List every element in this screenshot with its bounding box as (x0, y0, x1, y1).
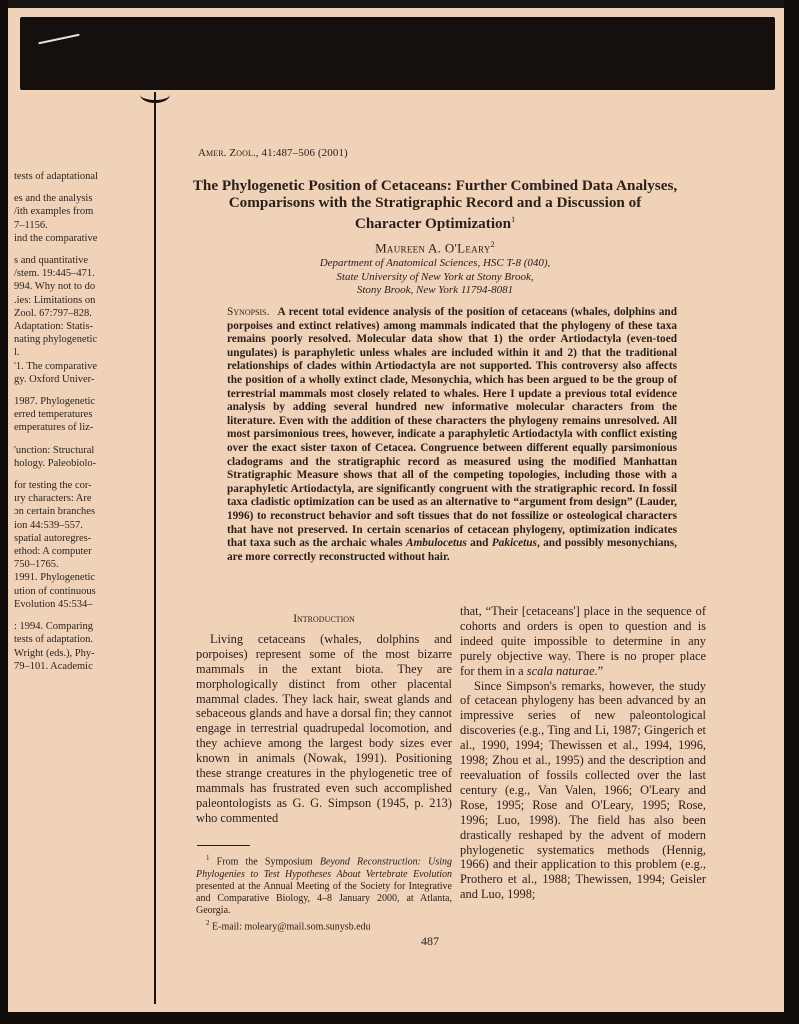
reference-line-fragment: tests of adaptation. (14, 634, 94, 646)
reference-line-fragment (14, 470, 114, 479)
reference-line-fragment: emperatures of liz- (14, 422, 94, 434)
scan-left-edge (0, 0, 8, 1024)
title-line: The Phylogenetic Position of Cetaceans: Further Combined Data Analyses, (192, 177, 678, 194)
journal-citation: Amer. Zool., 41:487–506 (2001) (198, 147, 348, 159)
reference-line-fragment: Zool. 67:797–828. (14, 307, 92, 319)
top-black-band (20, 17, 775, 90)
footnotes (196, 852, 452, 934)
reference-line-fragment: 79–101. Academic (14, 660, 93, 672)
article-title (170, 177, 700, 232)
reference-line-fragment: es and the analysis (14, 193, 93, 205)
body-column-right (460, 604, 706, 902)
scan-right-edge (784, 0, 799, 1024)
reference-line-fragment: .ies: Limitations on (14, 294, 96, 306)
affiliation-line: State University of New York at Stony Brook, (336, 270, 534, 283)
synopsis-conjunction: and (466, 537, 492, 550)
intro-paragraph: Since Simpson's remarks, however, the study of cetacean phylogeny has been advanced by an impressive series of new paleontological discoveries (e.g., Ting and Li, 1987; Gingerich et al., 1990, 1994; Thewissen et al., 1994, 1996, 1998; Zhou et al., 1995) and the description and reevaluation of fossils collected over the last century (e.g., Van Valen, 1966; O'Leary and Rose, 1995; Rose and O'Leary, 1995; Rose, 1996; Luo, 1998). The field has also been drastically reshaped by the advent of modern phylogenetic systematics methods (Hennig, 1966) and their application to this problem (e.g., Prothero et al., 1988; Thewissen, 1994; Geisler and Luo, 1998; (460, 678, 706, 902)
reference-line-fragment: s and quantitative (14, 255, 89, 267)
reference-line-fragment: ind the comparative (14, 232, 98, 244)
reference-line-fragment: : 1994. Comparing (14, 621, 94, 633)
reference-line-fragment: Wright (eds.), Phy- (14, 647, 95, 659)
body-column-left (196, 612, 452, 826)
footnote-text: presented at the Annual Meeting of the Society for Integrative and Comparative Biology, 4–8 January 2000, at Atlanta, Georgia. (196, 880, 452, 917)
reference-line-fragment: 'unction: Structural (14, 444, 95, 456)
reference-line-fragment: 1991. Phylogenetic (14, 572, 96, 584)
reference-line-fragment: ɔn certain branches (14, 506, 96, 518)
reference-line-fragment: 7–1156. (14, 219, 48, 231)
reference-line-fragment: ıry characters: Are (14, 493, 92, 505)
affiliation-line: Department of Anatomical Sciences, HSC T-8 (040), (319, 257, 551, 269)
footnote-mark: 2 (206, 919, 210, 928)
synopsis-text: A recent total evidence analysis of the position of cetaceans (whales, dolphins and porpoises and extinct relatives) among mammals indicated that the phylogeny of these taxa remains poorly resolved. Molecular data show that 1) the order Artiodactyla (even-toed ungulates) is paraphyletic unless whales are included within it and 2) that the traditional relationships of clades within Artiodactyla are not supported. This controversy also affects the position of a wholly extinct clade, Mesonychia, which has been argued to be the group of terrestrial mammals most closely related to whales. Here I update a previous total evidence analysis by adding several hundred new informative molecular characters from the literature. Even with the addition of these characters the phylogeny remains unresolved. All most parsimonious trees, however, indicate a paraphyletic Artiodactyla with conflict existing over the exact sister taxon of Cetacea. Congruence between different equally parsimonious cladograms and the stratigraphic record as measured using the modified Manhattan Stratigraphic Measure shows that all of the competing topologies, including those with a paraphyletic Artiodactyla, are significantly congruent with the stratigraphic record. In fossil taxa cladistic optimization can be used as an alternative to “argument from design” (Lauder, 1996) to reconstruct behavior and soft tissues that do not fossilize or osteological characters that have not preserved. In certain scenarios of cetacean phylogeny, optimization indicates that taxa such as the archaic whales (227, 306, 677, 550)
footnote-text: From the Symposium (209, 856, 320, 868)
reference-line-fragment: 750–1765. (14, 559, 59, 571)
reference-line-fragment: /ith examples from (14, 206, 94, 218)
author-email: E-mail: moleary@mail.som.sunysb.edu (209, 921, 371, 933)
reference-line-fragment: Evolution 45:534– (14, 598, 93, 610)
synopsis-text-end: , and possibly mesonychians, are more correctly reconstructed without hair. (227, 537, 677, 563)
quote-latin: scala naturae. (526, 663, 598, 678)
reference-line-fragment: Adaptation: Statis- (14, 321, 94, 333)
quote-text: that, “Their [cetaceans'] place in the sequence of cohorts and orders is open to question and is indeed quite impossible to determine in any purely objective way. There is no proper place for them in a (460, 604, 706, 678)
reference-line-fragment: 1987. Phylogenetic (14, 396, 96, 408)
footnote-2 (196, 917, 452, 934)
reference-line-fragment: erred temperatures (14, 409, 93, 421)
author-name (170, 240, 700, 256)
synopsis-abstract (227, 306, 677, 564)
simpson-quote (460, 604, 706, 679)
footnote-mark: 1 (511, 215, 516, 224)
footnote-1 (196, 852, 452, 917)
intro-paragraph: Living cetaceans (whales, dolphins and porpoises) represent some of the most bizarre mammals in the extant biota. They are morphologically distinct from other placental mammal clades. They lack hair, sweat glands and sebaceous glands and have a dorsal fin; they cannot engage in terrestrial quadrupedal locomotion, and they achieve among the largest body sizes ever known in animals (Nowak, 1991). Positioning these strange creatures in the phylogenetic tree of mammals has frustrated even such accomplished paleontologists as G. G. Simpson (1945, p. 213) who commented (196, 631, 452, 825)
reference-line-fragment: spatial autoregres- (14, 532, 92, 544)
reference-line-fragment (14, 183, 114, 192)
author-text: Maureen A. O'Leary (375, 240, 491, 256)
book-spine-line (154, 92, 156, 1004)
footnote-divider (197, 845, 250, 846)
taxon-name: Ambulocetus (405, 537, 467, 550)
footnote-mark: 2 (490, 240, 495, 249)
reference-line-fragment: nating phylogenetic (14, 334, 98, 346)
reference-line-fragment: gy. Oxford Univer- (14, 373, 95, 385)
affiliation-line: Stony Brook, New York 11794-8081 (356, 284, 514, 297)
author-affiliation (170, 257, 700, 298)
reference-line-fragment: 994. Why not to do (14, 281, 96, 293)
reference-line-fragment: for testing the cor- (14, 480, 92, 492)
reference-line-fragment: '1. The comparative (14, 360, 98, 372)
scan-bottom-edge (0, 1012, 799, 1024)
footnote-mark: 1 (206, 854, 210, 862)
journal-reference (198, 147, 348, 159)
reference-line-fragment (14, 611, 114, 620)
synopsis-label: Synopsis. (227, 306, 270, 318)
reference-line-fragment: tests of adaptational (14, 171, 98, 182)
symposium-title: Beyond Reconstruction: Using Phylogenies to Test Hypotheses About Vertebrate Evolution (196, 856, 452, 880)
reference-line-fragment: /stem. 19:445–471. (14, 268, 95, 280)
reference-line-fragment: ethod: A computer (14, 546, 92, 558)
title-text: Character Optimization (354, 215, 512, 233)
title-line (170, 211, 700, 232)
reference-line-fragment: ion 44:539–557. (14, 519, 83, 531)
reference-line-fragment (14, 435, 114, 444)
page-number: 487 (421, 934, 439, 948)
taxon-name: Pakicetus (491, 537, 537, 550)
reference-line-fragment (14, 245, 114, 254)
reference-line-fragment: ution of continuous (14, 585, 96, 597)
section-heading-introduction: Introduction (293, 613, 355, 625)
previous-page-references (14, 170, 114, 673)
reference-line-fragment (14, 386, 114, 395)
reference-line-fragment: l. (14, 347, 20, 359)
title-line: Comparisons with the Stratigraphic Record and a Discussion of (228, 194, 642, 211)
quote-close: ” (597, 663, 604, 678)
reference-line-fragment: hology. Paleobiolo- (14, 457, 97, 469)
